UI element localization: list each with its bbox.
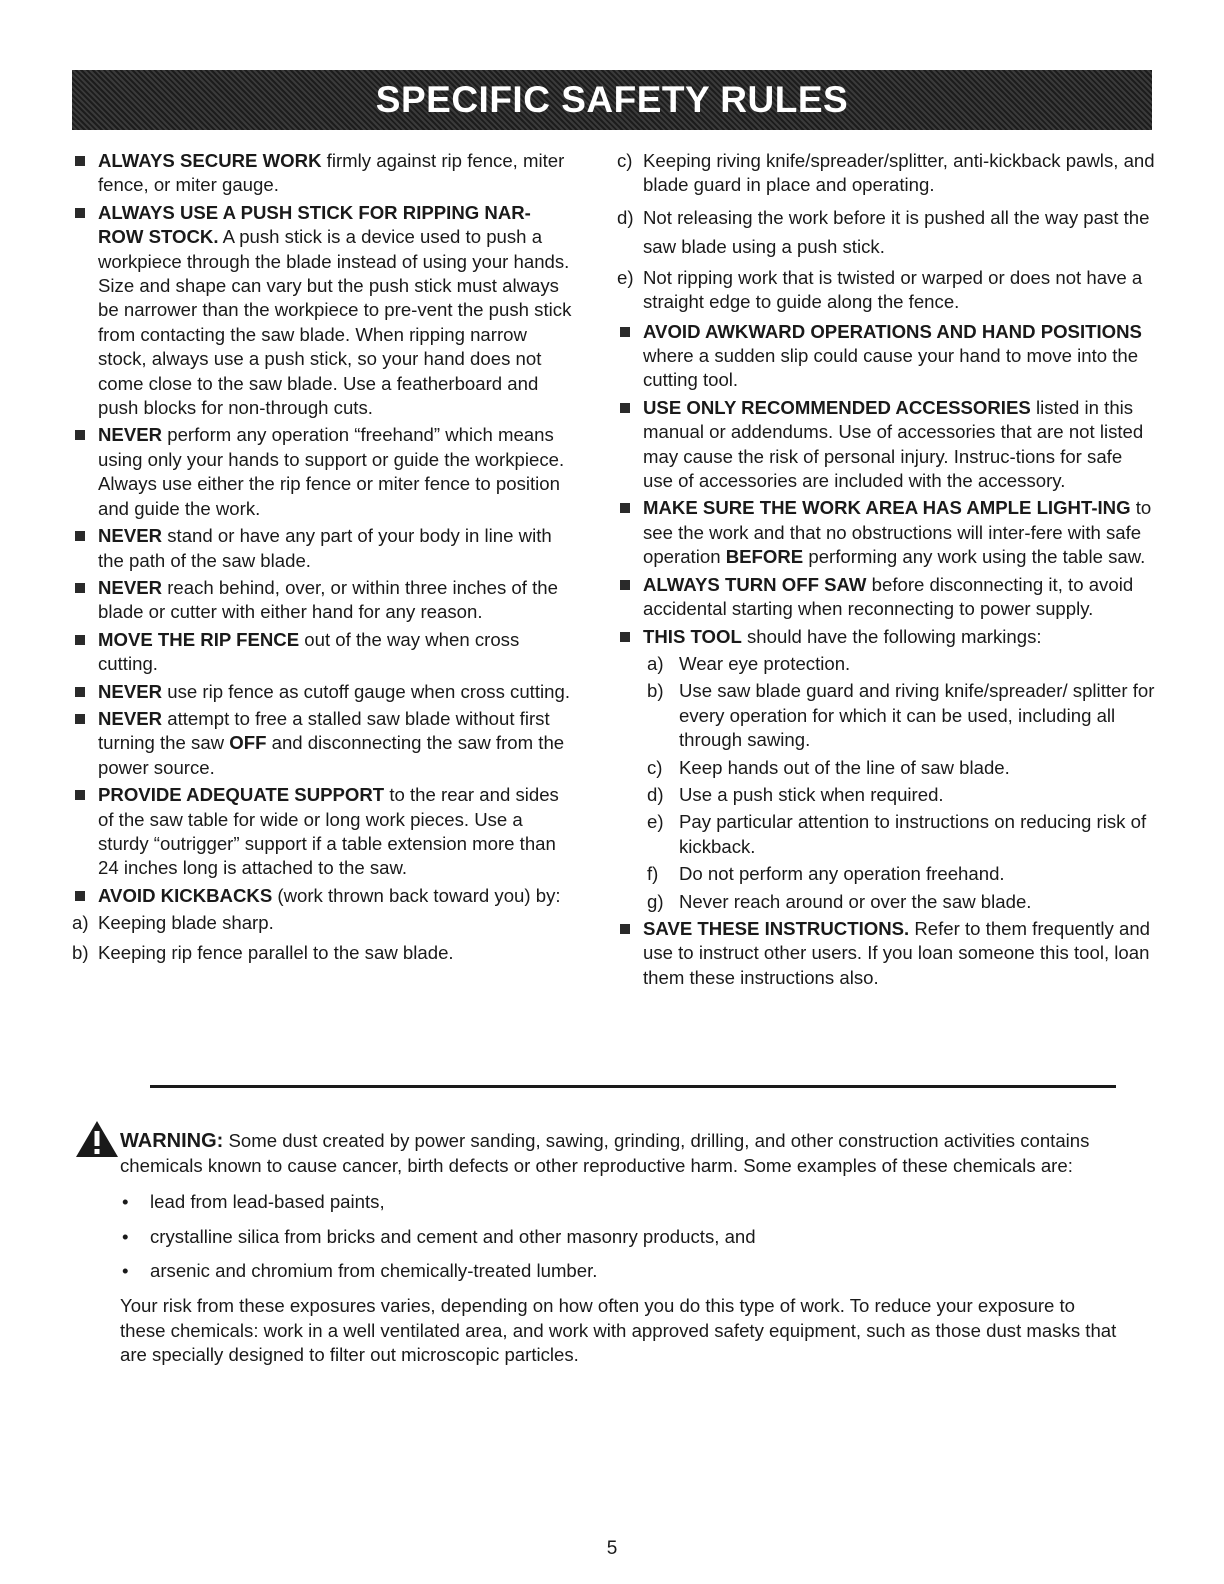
warning-triangle-icon [75, 1120, 119, 1158]
item-heading: THIS TOOL [643, 625, 742, 647]
chemical-list [120, 1190, 1120, 1284]
item-text: before disconnecting it, to avoid accidental starting when reconnecting to power supply. [643, 573, 1134, 620]
marking-text: Wear eye protection. [679, 652, 851, 674]
item-text: firmly against rip fence, miter fence, or miter gauge. [98, 150, 565, 196]
item-heading: NEVER [98, 576, 163, 598]
warning-block [120, 1129, 1120, 1368]
square-bullet-icon [620, 403, 630, 413]
marking-text: Use a push stick when required. [679, 783, 944, 805]
marking-text: Never reach around or over the saw blade. [679, 890, 1032, 912]
marking-label: d) [647, 783, 664, 805]
item-heading: NEVER [98, 707, 163, 729]
square-bullet-icon [620, 924, 630, 934]
item-emphasis: OFF [229, 732, 267, 754]
bullet-icon: • [122, 1225, 129, 1247]
square-bullet-icon [75, 430, 85, 440]
marking-text: Keep hands out of the line of saw blade. [679, 756, 1010, 778]
sub-item-label: b) [72, 941, 89, 963]
item-heading: NEVER [98, 525, 163, 547]
marking-label: c) [647, 756, 663, 778]
sub-item-text: Keeping rip fence parallel to the saw blade. [98, 941, 454, 963]
square-bullet-icon [620, 632, 630, 642]
list-item-text: arsenic and chromium from chemically-treated lumber. [150, 1260, 598, 1282]
square-bullet-icon [620, 580, 630, 590]
warning-label: WARNING: [120, 1130, 224, 1152]
marking-label: e) [647, 811, 664, 833]
marking-item [617, 783, 1157, 807]
item-text: where a sudden slip could cause your hand to move into the cutting tool. [643, 345, 1139, 391]
sub-item [617, 203, 1157, 261]
item-text: stand or have any part of your body in line with the path of the saw blade. [98, 525, 552, 571]
item-text: Refer to them frequently and use to instruct other users. If you loan someone this tool, loan them these instructions also. [643, 917, 1151, 988]
item-heading: USE ONLY RECOMMENDED ACCESSORIES [643, 396, 1031, 418]
sub-item-label: e) [617, 266, 634, 288]
page-title: SPECIFIC SAFETY RULES [375, 79, 849, 120]
list-item [72, 783, 572, 881]
list-item-text: lead from lead-based paints, [150, 1191, 385, 1213]
sub-item-label: d) [617, 206, 634, 228]
item-text: should have the following markings: [741, 625, 1042, 647]
list-item [120, 1225, 1120, 1250]
warning-closing: Your risk from these exposures varies, depending on how often you do this type of work. To reduce your exposure to these chemicals: work in a well ventilated area, and work with approved safety equipment, such as those dust masks that are specially designed to filter out microscopic particles. [120, 1294, 1117, 1366]
marking-text: Use saw blade guard and riving knife/spreader/ splitter for every operation for which it can be used, including all through sawing. [679, 680, 1155, 751]
square-bullet-icon [75, 635, 85, 645]
item-text: and disconnecting the saw from the power source. [98, 732, 565, 778]
marking-text: Pay particular attention to instructions on reducing risk of kickback. [679, 811, 1147, 857]
marking-item [617, 862, 1157, 886]
item-heading: MAKE SURE THE WORK AREA HAS AMPLE LIGHT-ING [643, 497, 1131, 519]
list-item [72, 707, 572, 780]
sub-item [72, 911, 572, 935]
sub-item [617, 149, 1157, 198]
square-bullet-icon [75, 790, 85, 800]
item-heading: NEVER [98, 424, 163, 446]
sub-item-text: Not releasing the work before it is pushed all the way past the saw blade using a push stick. [643, 206, 1150, 257]
item-heading: ALWAYS SECURE WORK [98, 150, 322, 171]
list-item [617, 625, 1157, 649]
list-item [72, 884, 572, 908]
list-item [72, 149, 572, 198]
list-item [72, 628, 572, 677]
item-text: attempt to free a stalled saw blade without first turning the saw [98, 707, 550, 754]
list-item [617, 917, 1157, 990]
marking-label: g) [647, 890, 664, 912]
square-bullet-icon [75, 687, 85, 697]
marking-item [617, 756, 1157, 780]
sub-item-text: Not ripping work that is twisted or warped or does not have a straight edge to guide along the fence. [643, 266, 1143, 313]
list-item [72, 680, 572, 704]
item-heading: AVOID AWKWARD OPERATIONS AND HAND POSITIONS [643, 320, 1142, 342]
list-item [72, 201, 572, 421]
sub-item-label: c) [617, 150, 633, 171]
square-bullet-icon [75, 714, 85, 724]
marking-item [617, 679, 1157, 752]
item-heading: AVOID KICKBACKS [98, 884, 273, 906]
item-heading: ALWAYS TURN OFF SAW [643, 573, 867, 595]
divider [150, 1085, 1116, 1088]
square-bullet-icon [620, 327, 630, 337]
item-emphasis: BEFORE [725, 546, 804, 568]
marking-label: f) [647, 863, 659, 885]
square-bullet-icon [75, 891, 85, 901]
square-bullet-icon [75, 208, 85, 218]
marking-item [617, 652, 1157, 676]
item-heading: MOVE THE RIP FENCE [98, 628, 300, 650]
list-item [617, 573, 1157, 622]
sub-item [72, 941, 572, 965]
item-text: to the rear and sides of the saw table for wide or long work pieces. Use a sturdy “outrigger” support if a table extension more than 24 inches long is attached to the saw. [98, 784, 559, 879]
list-item [120, 1259, 1120, 1284]
item-text: (work thrown back toward you) by: [272, 884, 561, 906]
square-bullet-icon [620, 503, 630, 513]
right-column [617, 149, 1157, 993]
square-bullet-icon [75, 531, 85, 541]
bullet-icon: • [122, 1260, 129, 1282]
item-text: listed in this manual or addendums. Use of accessories that are not listed may cause the risk of personal injury. Instruc-tions for safe use of accessories are included with the accessory. [643, 396, 1144, 492]
item-text: performing any work using the table saw. [803, 546, 1146, 568]
marking-label: a) [647, 652, 664, 674]
page-number: 5 [606, 1538, 618, 1559]
list-item [120, 1190, 1120, 1215]
item-text: perform any operation “freehand” which means using only your hands to support or guide the workpiece. Always use either the rip fence or miter fence to position and guide the work. [98, 424, 565, 519]
list-item [72, 524, 572, 573]
list-item [72, 423, 572, 521]
item-heading: NEVER [98, 680, 163, 702]
item-text: use rip fence as cutoff gauge when cross cutting. [162, 680, 570, 702]
sub-item-text: Keeping blade sharp. [98, 912, 274, 934]
item-text: reach behind, over, or within three inches of the blade or cutter with either hand for any reason. [98, 576, 558, 623]
sub-item-text: Keeping riving knife/spreader/splitter, anti-kickback pawls, and blade guard in place and operating. [643, 150, 1155, 196]
list-item [72, 576, 572, 625]
left-column [72, 149, 572, 970]
list-item [617, 396, 1157, 494]
list-item-text: crystalline silica from bricks and cement and other masonry products, and [150, 1225, 756, 1247]
marking-label: b) [647, 680, 664, 702]
header-banner [72, 70, 1152, 130]
marking-text: Do not perform any operation freehand. [679, 863, 1005, 885]
bullet-icon: • [122, 1191, 129, 1213]
warning-intro-text: Some dust created by power sanding, sawing, grinding, drilling, and other construction activities contains chemicals known to cause cancer, birth defects or other reproductive harm. Some examples of these chemicals are: [120, 1130, 1090, 1176]
sub-item [617, 266, 1157, 315]
list-item [617, 496, 1157, 569]
sub-item-label: a) [72, 912, 89, 934]
item-heading: ALWAYS USE A PUSH STICK FOR RIPPING NAR-ROW STOCK. [98, 201, 531, 248]
item-heading: PROVIDE ADEQUATE SUPPORT [98, 784, 385, 806]
item-heading: SAVE THESE INSTRUCTIONS. [643, 917, 910, 939]
item-text: out of the way when cross cutting. [98, 628, 520, 675]
item-text: A push stick is a device used to push a workpiece through the blade instead of using your hands. Size and shape can vary but the push stick must always be narrower than the workpiece to pre-vent the push stick from contacting the saw blade. When ripping narrow stock, always use a push stick, so your hand does not come close to the saw blade. Use a featherboard and push blocks for non-through cuts. [98, 226, 572, 419]
square-bullet-icon [75, 156, 85, 166]
square-bullet-icon [75, 583, 85, 593]
warning-intro [120, 1129, 1120, 1178]
marking-item [617, 810, 1157, 859]
marking-item [617, 890, 1157, 914]
list-item [617, 320, 1157, 393]
item-text: to see the work and that no obstructions will inter-fere with safe operation [643, 497, 1152, 568]
